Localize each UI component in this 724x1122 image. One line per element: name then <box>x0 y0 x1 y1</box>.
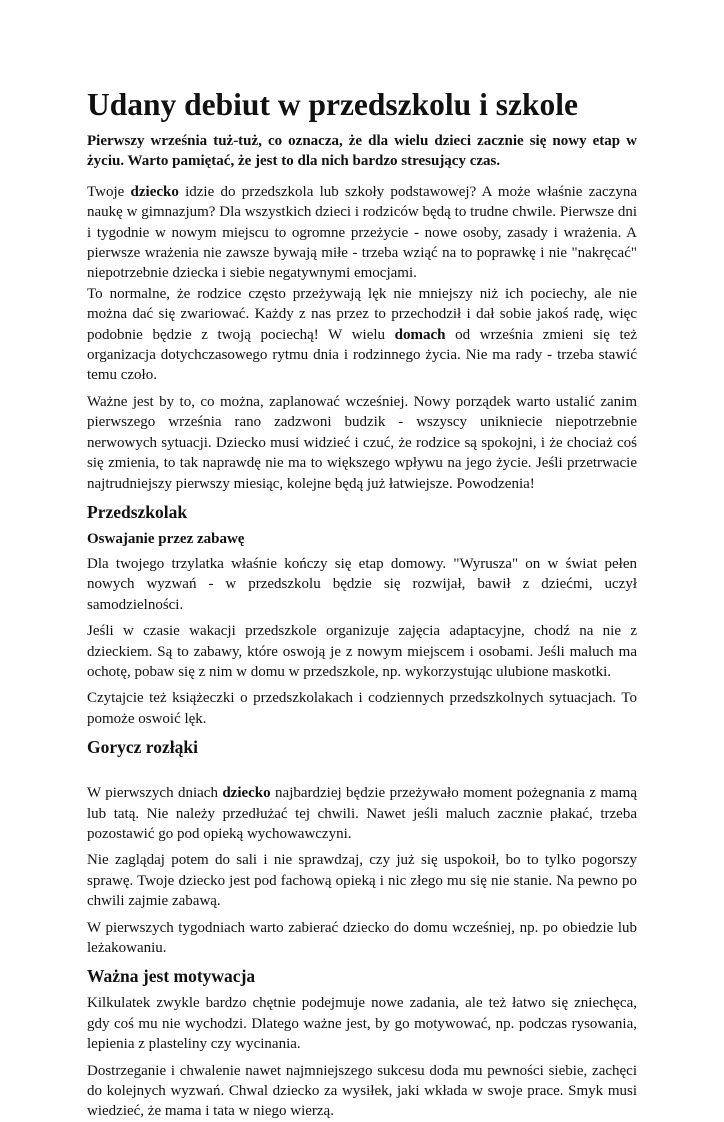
section-heading-motywacja: Ważna jest motywacja <box>87 966 256 987</box>
text-run: najbardziej będzie przeżywało moment pożegnania z mamą lub tatą. Nie należy przedłużać tej chwili. Nawet jeśli maluch zacznie płakać, trzeba pozostawić go pod opieką wychowawczyni. <box>87 785 637 842</box>
section-heading-przedszkolak: Przedszkolak <box>87 501 188 522</box>
bold-term-dziecko: dziecko <box>222 785 271 802</box>
article-lead: Pierwszy września tuż-tuż, co oznacza, że dla wielu dzieci zacznie się nowy etap w życiu. Warto pamiętać, że jest to dla nich bardzo stresujący czas. <box>87 133 637 170</box>
text-run: idzie do przedszkola lub szkoły podstawowej? A może właśnie zaczyna naukę w gimnazjum? Dla wszystkich dzieci i rodziców będą to trudne chwile. Pierwsze dni i tygodnie w nowym miejscu to ogromne przeżycie - nowe osoby, zasady i wrażenia. A pierwsze wrażenia nie zawsze bywają miłe - trzeba wziąć na to poprawkę i nie "nakręcać" niepotrzebnie dziecka i siebie negatywnymi emocjami. <box>87 183 637 282</box>
article-title: Udany debiut w przedszkolu i szkole <box>87 87 578 122</box>
przedszkolak-paragraph-1: Dla twojego trzylatka właśnie kończy się etap domowy. "Wyrusza" on w świat pełen nowych wyzwań - w przedszkolu będzie się rozwijał, bawił z dziećmi, uczył samodzielności. <box>87 555 637 613</box>
bold-term-domach: domach <box>394 326 446 343</box>
subsection-heading-oswajanie: Oswajanie przez zabawę <box>87 530 245 547</box>
motywacja-paragraph-1: Kilkulatek zwykle bardzo chętnie podejmuje nowe zadania, ale też łatwo się zniechęca, gdy coś mu nie wychodzi. Dlatego ważne jest, by go motywować, np. podczas rysowania, lepienia z plasteliny czy wycinania. <box>87 995 637 1053</box>
przedszkolak-paragraph-3: Czytajcie też książeczki o przedszkolakach i codziennych przedszkolnych sytuacjach. To pomoże oswoić lęk. <box>87 690 637 727</box>
text-run: Twoje <box>87 183 131 200</box>
text-run: To normalne, że rodzice często przeżywają lęk nie mniejszy niż ich pociechy, ale nie można dać się zwariować. Każdy z nas przez to przechodził i dał sobie jakoś radę, więc podobnie będzie z twoją pociechą! W wielu <box>87 285 637 343</box>
intro-paragraph-3: Ważne jest by to, co można, zaplanować wcześniej. Nowy porządek warto ustalić zanim pierwszego września rano zadzwoni budzik - wszyscy unikniecie niepotrzebnie nerwowych sytuacji. Dziecko musi widzieć i czuć, że rodzice są spokojni, i że chociaż coś się zmienia, to tak naprawdę nie ma to większego wpływu na jego życie. Jeśli przetrwacie najtrudniejszy pierwszy miesiąc, kolejne będą już łatwiejsze. Powodzenia! <box>87 393 637 492</box>
gorycz-paragraph-2: Nie zaglądaj potem do sali i nie sprawdzaj, czy już się uspokoił, bo to tylko pogorszy sprawę. Twoje dziecko jest pod fachową opieką i nic złego mu się nie stanie. Na pewno po chwili zajmie zabawą. <box>87 852 637 910</box>
gorycz-paragraph-1 <box>87 783 637 844</box>
bold-term-dziecko: dziecko <box>130 183 179 200</box>
text-run: od września zmieni się też organizacja dotychczasowego rytmu dnia i rodzinnego życia. Nie ma rady - trzeba stawić temu czoło. <box>87 326 637 384</box>
motywacja-paragraph-2: Dostrzeganie i chwalenie nawet najmniejszego sukcesu doda mu pewności siebie, zachęci do kolejnych wyzwań. Chwal dziecko za wysiłek, jaki wkłada w swoje prace. Smyk musi wiedzieć, że mama i tata w niego wierzą. <box>87 1062 637 1120</box>
text-run: W pierwszych dniach <box>87 785 223 802</box>
intro-paragraph-1 <box>87 182 637 284</box>
intro-paragraph-2 <box>87 284 637 386</box>
przedszkolak-paragraph-2: Jeśli w czasie wakacji przedszkole organizuje zajęcia adaptacyjne, chodź na nie z dzieckiem. Są to zabawy, które oswoją je z nowym miejscem i osobami. Jeśli maluch ma ochotę, pobaw się z nim w domu w przedszkole, np. wykorzystując ulubione maskotki. <box>87 623 637 680</box>
gorycz-paragraph-3: W pierwszych tygodniach warto zabierać dziecko do domu wcześniej, np. po obiedzie lub leżakowaniu. <box>87 919 637 956</box>
section-heading-gorycz: Gorycz rozłąki <box>87 737 198 758</box>
